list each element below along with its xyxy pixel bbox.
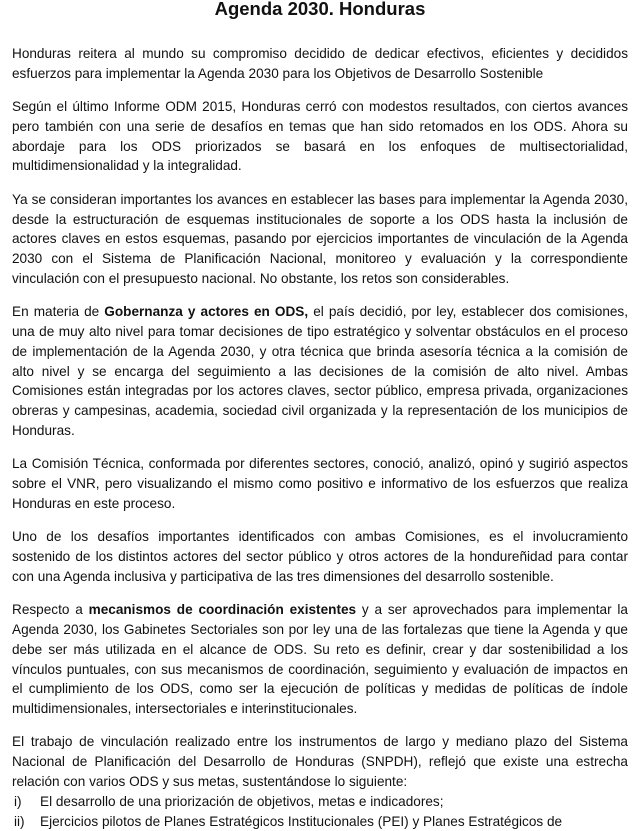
paragraph-text: y a ser aprovechados para implementar la Agenda 2030, los Gabinetes Sectoriales son por ley una de las fortalezas que tiene la Agenda y que debe ser más utilizada en el alcance de ODS. Su reto es definir, crear y dar sostenibilidad a los vínculos puntuales, con sus mecanismos de coordinación, seguimiento y evaluación de impactos en el cumplimiento de los ODS, como ser la ejecución de políticas y medidas de políticas de índole multidimensionales, intersectoriales e interinstitucionales.	[12, 602, 628, 717]
list-number: ii)	[14, 813, 25, 829]
bold-term: Gobernanza y actores en ODS,	[104, 304, 309, 320]
paragraph: La Comisión Técnica, conformada por diferentes sectores, conoció, analizó, opinó y sugirió aspectos sobre el VNR, pero visualizando el mismo como positivo e informativo de los esfuerzos que realiza Honduras en este proceso.	[12, 456, 628, 511]
paragraph: Según el último Informe ODM 2015, Honduras cerró con modestos resultados, con ciertos avances pero también con una serie de desafíos en temas que han sido retomados en los ODS. Ahora su abordaje para los ODS priorizados se basará en los enfoques de multisectorialidad, multidimensionalidad y la integralidad.	[12, 99, 628, 174]
paragraph: Honduras reitera al mundo su compromiso decidido de dedicar efectivos, eficientes y decididos esfuerzos para implementar la Agenda 2030 para los Objetivos de Desarrollo Sostenible	[12, 46, 628, 81]
list-text: Ejercicios pilotos de Planes Estratégicos Institucionales (PEI) y Planes Estratégicos de	[40, 813, 563, 829]
paragraph: El trabajo de vinculación realizado entre los instrumentos de largo y mediano plazo del Sistema Nacional de Planificación del Desarrollo de Honduras (SNPDH), reflejó que existe una estrecha relación con varios ODS y sus metas, sustentándose lo siguiente:	[12, 734, 628, 789]
document-body	[12, 44, 628, 831]
paragraph	[12, 302, 628, 441]
paragraph-text: En materia de	[12, 304, 105, 320]
list-text: El desarrollo de una priorización de objetivos, metas e indicadores;	[40, 793, 444, 809]
paragraph: Uno de los desafíos importantes identificados con ambas Comisiones, es el involucramiento sostenido de los distintos actores del sector público y otros actores de la hondureñidad para contar con una Agenda inclusiva y participativa de las tres dimensiones del desarrollo sostenible.	[12, 529, 628, 584]
paragraph	[12, 600, 628, 719]
paragraph: Ya se consideran importantes los avances en establecer las bases para implementar la Agenda 2030, desde la estructuración de esquemas institucionales de soporte a los ODS hasta la inclusión de actores claves en estos esquemas, pasando por ejercicios importantes de vinculación de la Agenda 2030 con el Sistema de Planificación Nacional, monitoreo y evaluación y la correspondiente vinculación con el presupuesto nacional. No obstante, los retos son considerables.	[12, 191, 628, 286]
list-item	[12, 792, 628, 812]
list-number: i)	[14, 793, 22, 809]
bold-term: mecanismos de coordinación existentes	[88, 602, 357, 618]
paragraph-text: el país decidió, por ley, establecer dos comisiones, una de muy alto nivel para tomar decisiones de tipo estratégico y solventar obstáculos en el proceso de implementación de la Agenda 2030, y otra técnica que brinda asesoría técnica a la comisión de alto nivel y se encarga del seguimiento a las decisiones de la comisión de alto nivel. Ambas Comisiones están integradas por los actores claves, sector público, empresa privada, organizaciones obreras y campesinas, academia, sociedad civil organizada y la representación de los municipios de Honduras.	[12, 304, 629, 439]
numbered-list	[12, 792, 628, 831]
paragraph-text: Respecto a	[12, 602, 89, 618]
document-title: Agenda 2030. Honduras	[214, 0, 426, 19]
list-item	[12, 812, 628, 831]
